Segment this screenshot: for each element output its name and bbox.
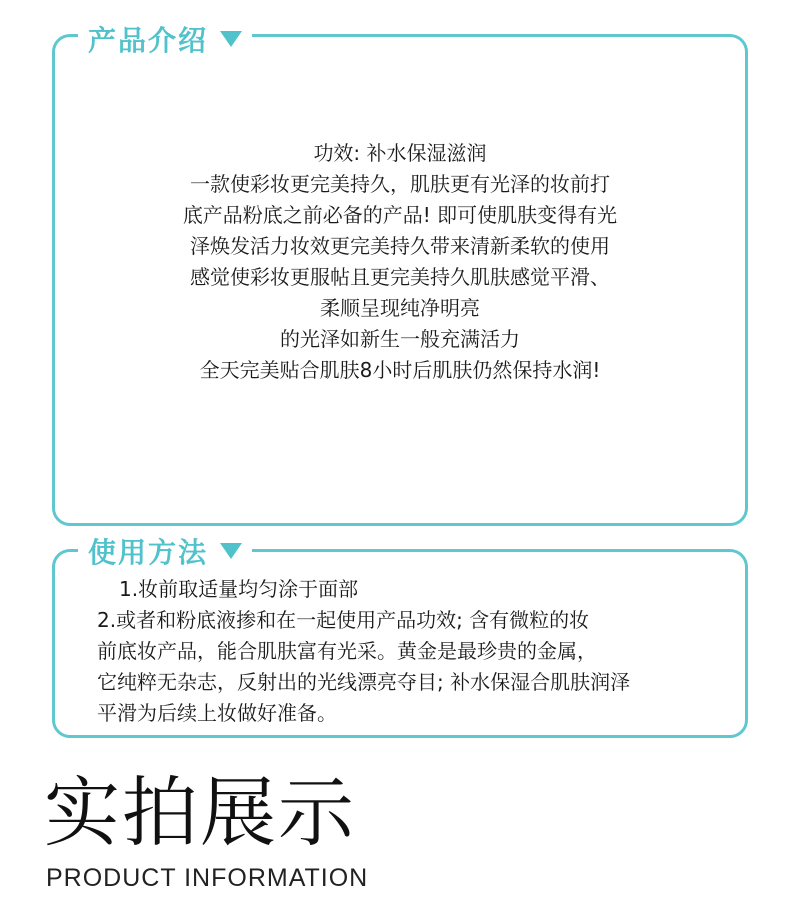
showcase-subtitle: PRODUCT INFORMATION xyxy=(46,864,369,892)
triangle-down-icon xyxy=(220,31,242,47)
intro-line: 底产品粉底之前必备的产品! 即可使肌肤变得有光 xyxy=(182,203,618,227)
intro-line: 功效: 补水保湿滋润 xyxy=(313,141,487,165)
showcase-title: 实拍展示 xyxy=(44,768,356,857)
intro-line: 全天完美贴合肌肤8小时后肌肤仍然保持水润! xyxy=(199,358,601,382)
product-intro-title: 产品介绍 xyxy=(88,24,209,57)
triangle-down-icon xyxy=(220,543,242,559)
usage-line: 前底妆产品，能合肌肤富有光采。黄金是最珍贵的金属， xyxy=(97,639,597,663)
usage-header xyxy=(78,531,252,571)
intro-line: 的光泽如新生一般充满活力 xyxy=(280,327,520,351)
product-intro-text xyxy=(111,138,689,386)
usage-title: 使用方法 xyxy=(88,536,209,569)
product-intro-header xyxy=(78,19,252,59)
product-intro-panel xyxy=(52,34,748,526)
intro-line: 泽焕发活力妆效更完美持久带来清新柔软的使用 xyxy=(190,234,610,258)
usage-panel xyxy=(52,549,748,738)
intro-line: 感觉使彩妆更服帖且更完美持久肌肤感觉平滑、 xyxy=(190,265,610,289)
usage-line: 2.或者和粉底液掺和在一起使用产品功效; 含有微粒的妆 xyxy=(97,608,590,632)
usage-line: 1.妆前取适量均匀涂于面部 xyxy=(119,577,359,601)
intro-line: 柔顺呈现纯净明亮 xyxy=(320,296,480,320)
usage-text xyxy=(97,574,735,729)
usage-line: 它纯粹无杂志，反射出的光线漂亮夺目; 补水保湿合肌肤润泽 xyxy=(97,670,631,694)
intro-line: 一款使彩妆更完美持久，肌肤更有光泽的妆前打 xyxy=(190,172,610,196)
usage-line: 平滑为后续上妆做好准备。 xyxy=(97,701,337,725)
